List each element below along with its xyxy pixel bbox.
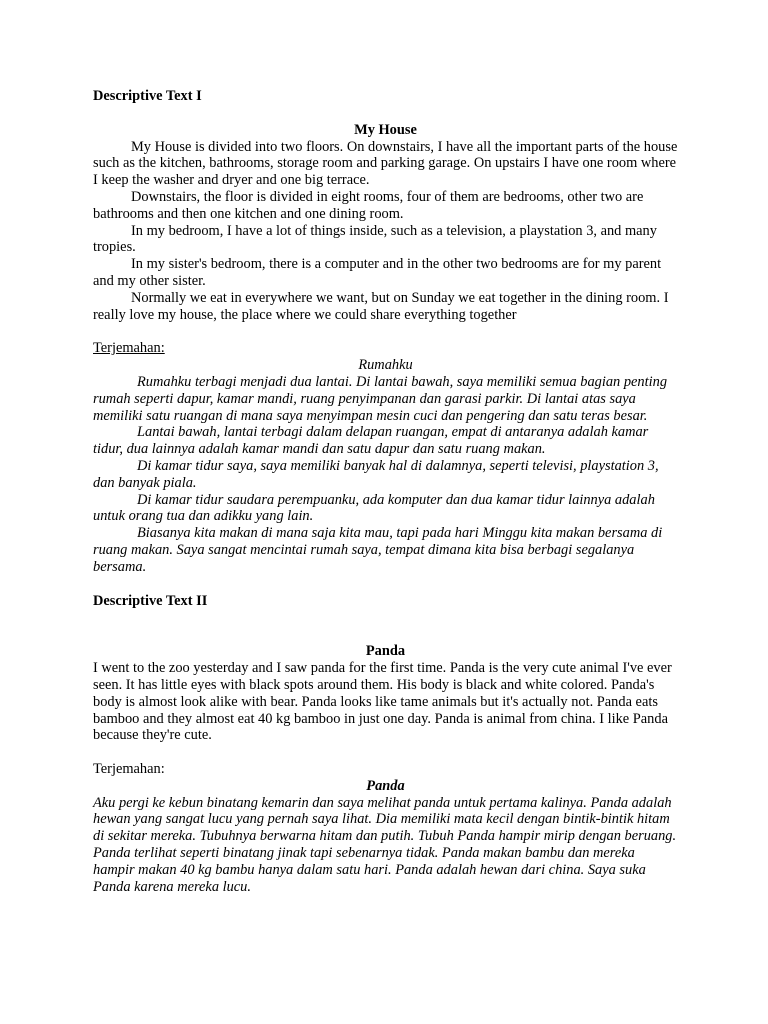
section1-paragraph-5: Normally we eat in everywhere we want, but on Sunday we eat together in the dining room. I really love my house, the place where we could share everything together [93, 289, 669, 323]
section1-title: My House [354, 121, 417, 138]
section1-translation-paragraph-3: Di kamar tidur saya, saya memiliki banyak hal di dalamnya, seperti televisi, playstation 3, dan banyak piala. [93, 457, 659, 491]
section2-title: Panda [365, 643, 406, 660]
spacer [93, 323, 678, 340]
section1-translation-title: Rumahku [358, 357, 413, 374]
section1-translation-label: Terjemahan: [93, 340, 165, 357]
section1-paragraph-3: In my bedroom, I have a lot of things inside, such as a television, a playstation 3, and many tropies. [93, 222, 657, 256]
section2-translation-paragraph: Aku pergi ke kebun binatang kemarin dan saya melihat panda untuk pertama kalinya. Panda adalah hewan yang sangat lucu yang pernah saya lihat. Dia memiliki mata kecil dengan bintik-bintik hitam di sekitar mereka. Tubuhnya berwarna hitam dan putih. Tubuh Panda hampir mirip dengan beruang. Panda terlihat seperti binatang jinak tapi sebenarnya tidak. Panda makan bambu dan mereka hampir makan 40 kg bambu hanya dalam satu hari. Panda adalah hewan dari china. Saya suka Panda karena mereka lucu. [93, 794, 677, 895]
spacer [93, 576, 678, 593]
section1-translation-paragraph-1: Rumahku terbagi menjadi dua lantai. Di lantai bawah, saya memiliki semua bagian penting rumah seperti dapur, kamar mandi, ruang penyimpanan dan garasi parkir. Di lantai atas saya memiliki satu ruangan di mana saya menyimpan mesin cuci dan pengering dan satu teras besar. [93, 373, 668, 424]
section1-paragraph-4: In my sister's bedroom, there is a computer and in the other two bedrooms are for my parent and my other sister. [93, 256, 662, 289]
section1-translation-paragraph-2: Lantai bawah, lantai terbagi dalam delapan ruangan, empat di antaranya adalah kamar tidur, dua lainnya adalah kamar mandi dan satu dapur dan satu ruang makan. [93, 424, 649, 458]
section2-paragraph: I went to the zoo yesterday and I saw panda for the first time. Panda is the very cute animal I've ever seen. It has little eyes with black spots around them. His body is black and white colored. Panda's body is almost look alike with bear. Panda looks like tame animals but it's actually not. Panda eats bamboo and they almost eat 40 kg bamboo in just one day. Panda is animal from china. I like Panda because they're cute. [93, 660, 672, 744]
section1-heading: Descriptive Text I [93, 88, 202, 104]
section1-paragraph-1: My House is divided into two floors. On downstairs, I have all the important parts of the house such as the kitchen, bathrooms, storage room and parking garage. On upstairs I have one room where I keep the washer and dryer and one big terrace. [93, 138, 678, 189]
spacer [93, 744, 678, 761]
section2-translation-title: Panda [366, 777, 405, 794]
section1-paragraph-2: Downstairs, the floor is divided in eight rooms, four of them are bedrooms, other two are bathrooms and then one kitchen and one dining room. [93, 188, 644, 222]
section1-translation-paragraph-4: Di kamar tidur saudara perempuanku, ada komputer dan dua kamar tidur lainnya adalah untuk orang tua dan adikku yang lain. [93, 491, 655, 525]
section1-translation-paragraph-5: Biasanya kita makan di mana saja kita mau, tapi pada hari Minggu kita makan bersama di ruang makan. Saya sangat mencintai rumah saya, tempat dimana kita bisa berbagi segalanya bersama. [93, 525, 663, 575]
spacer [93, 105, 678, 122]
spacer [93, 609, 678, 643]
section2-translation-label: Terjemahan: [93, 761, 165, 778]
section2-heading: Descriptive Text II [93, 592, 208, 609]
document-page [93, 88, 678, 895]
